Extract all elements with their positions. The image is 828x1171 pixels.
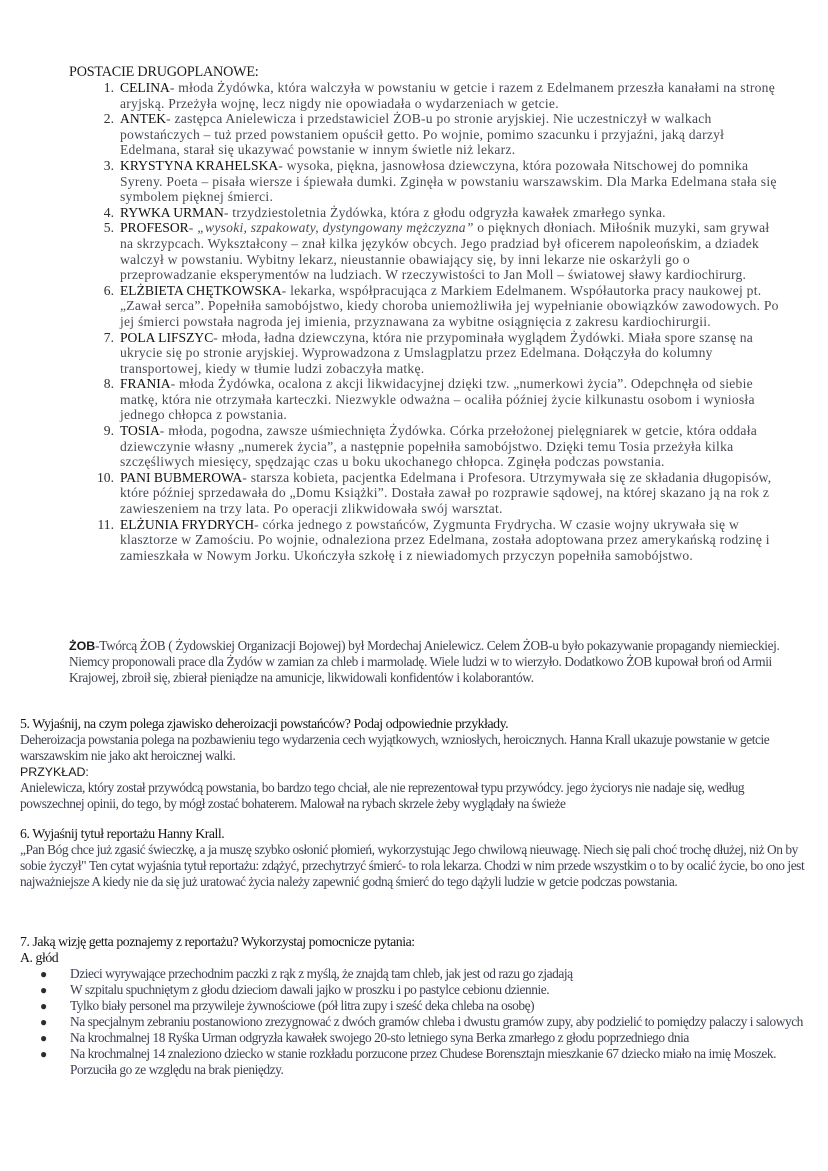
- item-number: 4.: [103, 204, 114, 220]
- list-item-text: Tylko biały personel ma przywileje żywnościowe (pół litra zupy i sześć deka chleba na osobę): [70, 998, 535, 1013]
- list-item: [20, 982, 810, 998]
- example-label: PRZYKŁAD:: [20, 765, 89, 779]
- bullet-icon: ●: [40, 983, 47, 997]
- bullet-icon: ●: [40, 1031, 47, 1045]
- character-name: ANTEK: [120, 111, 167, 127]
- character-description: młoda Żydówka, która walczyła w powstaniu w getcie i razem z Edelmanem przeszła kanałami na stronę aryjską. Przeżyła wojnę, lecz nigdy nie opowiadała o wydarzeniach w getcie.: [120, 80, 776, 111]
- character-name: POLA LIFSZYC: [120, 329, 214, 345]
- sub-label-hunger: A. głód: [20, 950, 59, 965]
- bullet-icon: ●: [40, 1015, 47, 1029]
- character-description: wysoka, piękna, jasnowłosa dziewczyna, która pozowała Nitschowej do pomnika Syreny. Poeta – pisała wiersze i śpiewała dumki. Zginęła w powstaniu warszawskim. Dla Marka Edelmana stała się symbolem pięknej śmierci.: [120, 157, 777, 205]
- character-item: [92, 80, 782, 111]
- character-name: KRYSTYNA KRAHELSKA: [120, 157, 279, 173]
- question-5-example: Anielewicza, który został przywódcą powstania, bo bardzo tego chciał, ale nie reprezentował typu przywódcy. jego życiorys nie nadaje się, według powszechnej opinii, do tego, by mógł zostać bohaterem. Malował na rybach skrzele żeby wyglądały na świeże: [20, 780, 745, 811]
- question-5-prompt: 5. Wyjaśnij, na czym polega zjawisko deheroizacji powstańców? Podaj odpowiednie przykłady.: [20, 716, 509, 731]
- character-item: [92, 158, 782, 205]
- bullet-icon: ●: [40, 1047, 47, 1061]
- list-item-text: W szpitalu spuchniętym z głodu dzieciom dawali jajko w proszku i po pastylce cebionu dziennie.: [70, 982, 550, 997]
- separator: -: [169, 80, 179, 95]
- character-item: [92, 376, 782, 423]
- item-number: 8.: [103, 376, 114, 392]
- character-item: [92, 470, 782, 517]
- item-number: 7.: [103, 329, 114, 345]
- item-number: 1.: [103, 80, 114, 95]
- list-item: [20, 1046, 810, 1078]
- item-number: 9.: [103, 423, 114, 439]
- character-name: PROFESOR: [120, 220, 189, 236]
- bullet-icon: ●: [40, 999, 47, 1013]
- zob-label: ŻOB: [69, 639, 96, 653]
- list-item-text: Na specjalnym zebraniu postanowiono zrezygnować z dwóch gramów chleba i dwustu gramów zupy, aby podzielić to pomiędzy palaczy i salowych: [70, 1014, 803, 1029]
- question-5-answer: Deheroizacja powstania polega na pozbawieniu tego wydarzenia cech wyjątkowych, wzniosłych, heroicznych. Hanna Krall ukazuje powstanie w getcie warszawskim nie jako akt heroicznej walki.: [20, 732, 770, 763]
- character-description: córka jednego z powstańców, Zygmunta Frydrycha. W czasie wojny ukrywała się w klasztorze w Zamościu. Po wojnie, odnaleziona przez Edelmana, została adoptowana przez amerykańską rodzinę i zamieszkała w Nowym Jorku. Ukończyła szkołę i z niewiadomych przyczyn popełniła samobójstwo.: [120, 516, 770, 563]
- section-heading-supporting-characters: POSTACIE DRUGOPLANOWE:: [69, 64, 259, 80]
- question-7-prompt: 7. Jaką wizję getta poznajemy z reportażu? Wykorzystaj pomocnicze pytania:: [20, 934, 415, 949]
- hunger-bullet-list: [20, 966, 810, 1078]
- character-description: młoda Żydówka, ocalona z akcji likwidacyjnej dzięki tzw. „numerkowi życia”. Odepchnęła od siebie matkę, która nie otrzymała karteczki. Niezwykle odważna – ocaliła później życie kilkunastu osobom i wyniosła jednego chłopca z powstania.: [120, 376, 755, 423]
- character-item: [92, 205, 782, 221]
- separator: -: [159, 423, 169, 439]
- item-number: 6.: [103, 282, 114, 298]
- character-name: TOSIA: [120, 423, 160, 439]
- list-item: [20, 1014, 810, 1030]
- question-6-answer: „Pan Bóg chce już zgasić świeczkę, a ja muszę szybko osłonić płomień, wykorzystując Jego chwilową nieuwagę. Niech się pali choć trochę dłużej, niż On by sobie życzył" Ten cytat wyjaśnia tytuł reportażu: zdążyć, przechytrzyć śmierć- to rola lekarza. Chodzi w nim przede wszystkim o to by ocalić życie, bo ono jest najważniejsze A kiedy nie da się już uratować życia należy zapewnić godną śmierć do tego dążyli ludzie w getcie podczas powstania.: [20, 842, 805, 889]
- character-item: [92, 111, 782, 158]
- character-name: RYWKA URMAN: [120, 204, 224, 220]
- item-number: 10.: [97, 469, 114, 485]
- character-name: FRANIA: [120, 376, 171, 392]
- question-6-section: [20, 826, 810, 890]
- separator: -: [254, 516, 263, 532]
- character-item: [92, 517, 782, 564]
- question-6-prompt: 6. Wyjaśnij tytuł reportażu Hanny Krall.: [20, 826, 225, 841]
- item-number: 5.: [103, 220, 114, 236]
- list-item: [20, 998, 810, 1014]
- separator: -: [281, 282, 291, 298]
- separator: -: [213, 329, 222, 345]
- separator: -: [242, 469, 251, 485]
- separator: -: [278, 157, 287, 173]
- bullet-icon: ●: [40, 967, 47, 981]
- question-5-section: [20, 716, 810, 812]
- zob-paragraph: [69, 638, 784, 686]
- character-name: ELŻUNIA FRYDRYCH: [120, 516, 255, 532]
- character-item: [92, 423, 782, 470]
- supporting-characters-list: [92, 80, 782, 563]
- character-name: PANI BUBMEROWA: [120, 469, 243, 485]
- character-description: trzydziestoletnia Żydówka, która z głodu odgryzła kawałek zmarłego synka.: [232, 204, 666, 220]
- list-item: [20, 1030, 810, 1046]
- character-item: [92, 283, 782, 330]
- list-item-text: Dzieci wyrywające przechodnim paczki z rąk z myślą, że znajdą tam chleb, jak jest od razu go zjadają: [70, 966, 573, 981]
- item-number: 3.: [103, 157, 114, 173]
- character-description: młoda, pogodna, zawsze uśmiechnięta Żydówka. Córka przełożonej pielęgniarek w getcie, która oddała dziewczynie własny „numerek życia”, a następnie popełniła samobójstwo. Dzięki temu Tosia przeżyła kilka szczęśliwych miesięcy, spędzając czas u boku ukochanego chłopca. Zginęła podczas powstania.: [120, 423, 758, 470]
- character-name: ELŻBIETA CHĘTKOWSKA: [120, 282, 282, 298]
- list-item: [20, 966, 810, 982]
- separator: -: [188, 220, 198, 236]
- list-item-text: Na krochmalnej 18 Ryśka Urman odgryzła kawałek swojego 20-sto letniego syna Berka zmarłego z głodu poprzedniego dnia: [70, 1030, 689, 1045]
- character-item: [92, 330, 782, 377]
- item-number: 11.: [97, 516, 114, 532]
- character-quote: „wysoki, szpakowaty, dystyngowany mężczyzna”: [197, 220, 474, 236]
- zob-text: -Twórcą ŻOB ( Żydowskiej Organizacji Bojowej) był Mordechaj Anielewicz. Celem ŻOB-u było pokazywanie propagandy niemieckiej. Niemcy proponowali prace dla Żydów w zamian za chleb i marmoladę. Wiele ludzi w to wierzyło. Dodatkowo ŻOB kupował broń od Armii Krajowej, zbroił się, zbierał pieniądze na amunicje, likwidowali konfidentów i kolaborantów.: [69, 638, 780, 685]
- character-description: młoda, ładna dziewczyna, która nie przypominała wyglądem Żydówki. Miała spore szansę na ukrycie się po stronie aryjskiej. Wyprowadzona z Umslagplatzu przez Edelmana. Dołączyła do kolumny transportowej, kiedy w tłumie ludzi zobaczyła matkę.: [120, 329, 754, 376]
- list-item-text: Na krochmalnej 14 znaleziono dziecko w stanie rozkładu porzucone przez Chudese Borensztajn mieszkanie 67 dziecko miało na imię Moszek. Porzuciła go ze względu na brak pieniędzy.: [70, 1046, 777, 1077]
- question-7-section: [20, 934, 810, 1078]
- character-item: [92, 220, 782, 282]
- separator: -: [170, 376, 180, 392]
- separator: -: [223, 204, 233, 220]
- separator: -: [166, 111, 175, 127]
- character-description: o pięknych dłoniach. Miłośnik muzyki, sam grywał na skrzypcach. Wykształcony – znał kilka języków obcych. Jego pradziad był oficerem napoleońskim, a dziadek walczył w powstaniu. Wybitny lekarz, nieustannie obawiający się, by inni lekarze nie oskarżyli go o przeprowadzanie eksperymentów na ludziach. W rzeczywistości to Jan Moll – światowej sławy kardiochirurg.: [120, 220, 770, 283]
- character-description: lekarka, współpracująca z Markiem Edelmanem. Współautorka pracy naukowej pt. „Zawał serca”. Popełniła samobójstwo, kiedy choroba uniemożliwiła jej wypełnianie obowiązków zawodowych. Po jej śmierci powstała nagroda jej imienia, przyznawana za wybitne osiągnięcia z zakresu kardiochirurgii.: [120, 282, 779, 329]
- character-description: zastępca Anielewicza i przedstawiciel ŻOB-u po stronie aryjskiej. Nie uczestniczył w walkach powstańczych – tuż przed powstaniem opuścił getto. Po wojnie, pomimo szacunku i przyjaźni, jaką darzył Edelmana, starał się ukazywać powstanie w innym świetle niż lekarz.: [120, 111, 725, 158]
- item-number: 2.: [103, 111, 114, 127]
- character-description: starsza kobieta, pacjentka Edelmana i Profesora. Utrzymywała się ze składania długopisów, które później sprzedawała do „Domu Książki”. Dostała zawał po rozprawie sądowej, na której skazano ją na rok z zawieszeniem na trzy lata. Po operacji zlikwidowała swój warsztat.: [120, 469, 772, 517]
- character-name: CELINA: [120, 80, 170, 95]
